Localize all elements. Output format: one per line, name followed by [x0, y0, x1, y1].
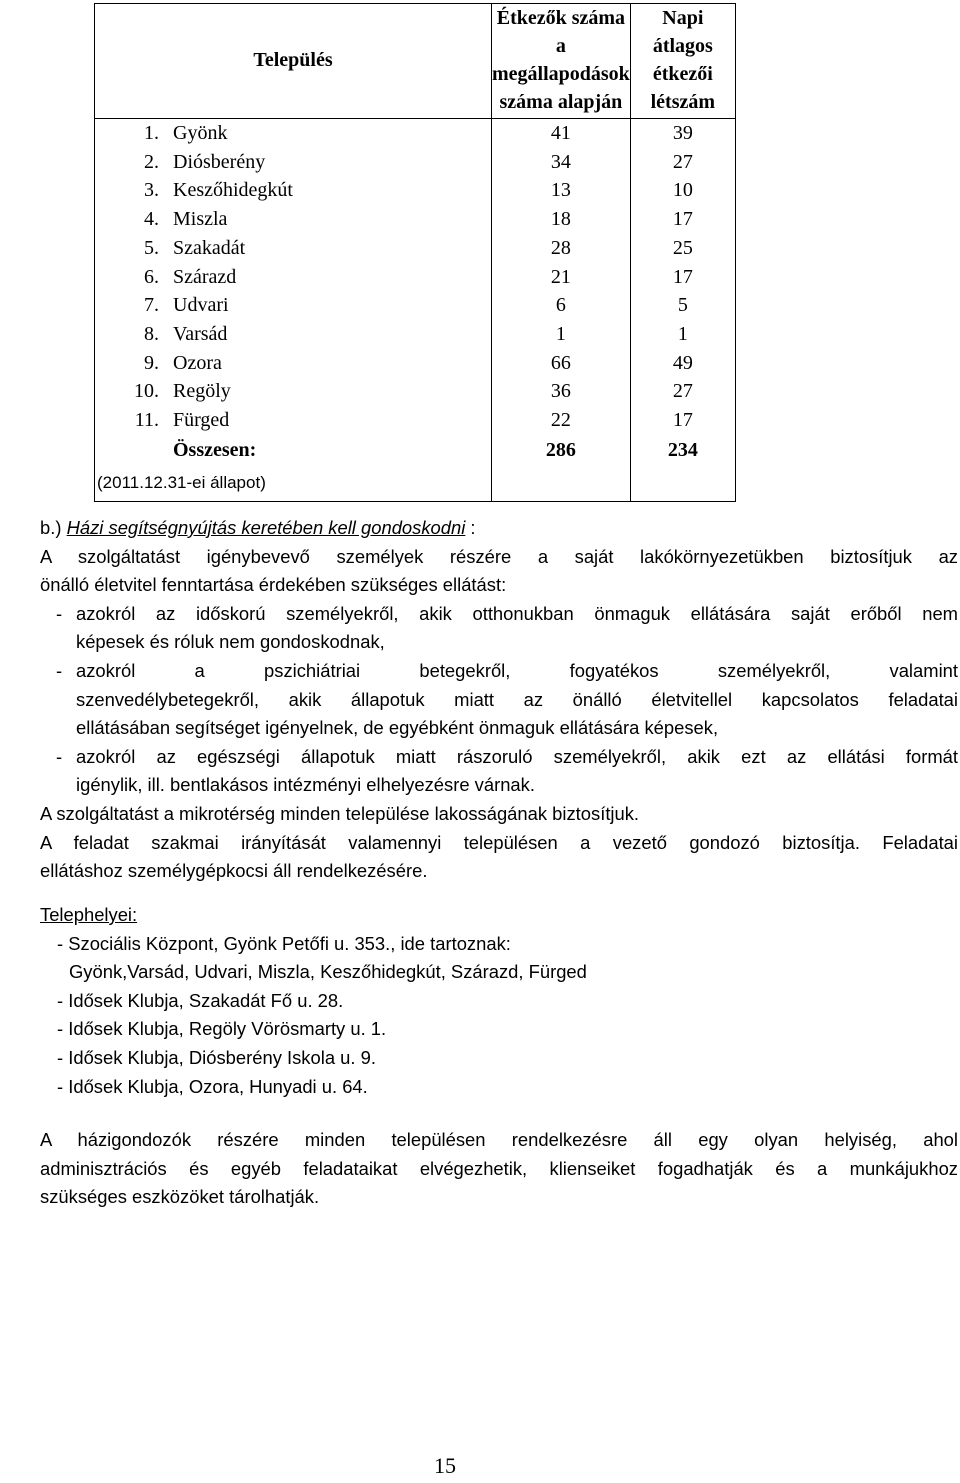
catering-table [94, 3, 736, 502]
contracts-count: 28 [492, 234, 631, 263]
table-row [95, 263, 736, 292]
row-number: 9. [144, 351, 159, 374]
paragraph: ellátáshoz személygépkocsi áll rendelkezésére. [40, 860, 428, 882]
contracts-count: 36 [492, 377, 631, 406]
site-item: - Idősek Klubja, Diósberény Iskola u. 9. [57, 1046, 376, 1068]
daily-average: 49 [630, 349, 735, 378]
row-number: 2. [144, 150, 159, 173]
row-number: 4. [144, 208, 159, 231]
table-row [95, 320, 736, 349]
row-number: 5. [144, 236, 159, 259]
header-settlement: Település [95, 4, 492, 119]
daily-average: 27 [630, 377, 735, 406]
contracts-count: 13 [492, 176, 631, 205]
contracts-count: 18 [492, 205, 631, 234]
section-prefix: b.) [40, 517, 62, 538]
contracts-count: 22 [492, 406, 631, 435]
site-item: - Idősek Klubja, Ozora, Hunyadi u. 64. [57, 1075, 368, 1097]
site-item: - Idősek Klubja, Szakadát Fő u. 28. [57, 989, 344, 1011]
header-contracts: Étkezők száma a megállapodások száma alapján [492, 4, 631, 119]
settlement-name: Fürged [173, 409, 230, 432]
daily-average: 17 [630, 205, 735, 234]
row-number: 3. [144, 179, 159, 202]
table-row [95, 176, 736, 205]
total-contracts: 286 [492, 435, 631, 471]
site-item: - Szociális Központ, Gyönk Petőfi u. 353., ide tartoznak: [57, 932, 511, 954]
daily-average: 10 [630, 176, 735, 205]
row-number: 10. [134, 380, 159, 403]
section-b-heading-line: b.) Házi segítségnyújtás keretében kell gondoskodni : [40, 517, 476, 538]
table-total-row [95, 435, 736, 471]
table-row [95, 291, 736, 320]
table-row [95, 406, 736, 435]
row-number: 7. [144, 294, 159, 317]
contracts-count: 6 [492, 291, 631, 320]
row-number: 11. [134, 409, 159, 432]
section-b-heading: Házi segítségnyújtás keretében kell gondoskodni [66, 517, 466, 538]
daily-average: 1 [630, 320, 735, 349]
settlement-name: Szakadát [173, 236, 246, 259]
table-row [95, 377, 736, 406]
daily-average: 5 [630, 291, 735, 320]
settlement-name: Szárazd [173, 265, 237, 288]
daily-average: 25 [630, 234, 735, 263]
daily-average: 17 [630, 263, 735, 292]
table-row [95, 349, 736, 378]
settlement-name: Gyönk [173, 122, 228, 144]
table-row [95, 234, 736, 263]
contracts-count: 41 [492, 119, 631, 148]
daily-average: 17 [630, 406, 735, 435]
total-label: Összesen: [173, 438, 257, 461]
settlement-name: Udvari [173, 294, 229, 317]
closing-paragraph: A házigondozók részére minden településen rendelkezésre áll egy olyan helyiség, ahol adminisztrációs és egyéb feladataikat elvégezhetik, klienseiket fogadhatják és a munkájukhoz szükséges eszközöket tárolhatják. [40, 1129, 958, 1208]
list-item: - azokról a pszichiátriai betegekről, fogyatékos személyekről, valamint szenvedélybetegekről, akik állapotuk miatt az önálló életvitellel kapcsolatos feladatai ellátásában segítséget igényelnek, de egyébként önmaguk ellátására képesek, [56, 659, 958, 739]
header-daily-average: Napi átlagos étkezői létszám [630, 4, 735, 119]
intro-line: önálló életvitel fenntartása érdekében szükséges ellátást: [40, 574, 507, 596]
contracts-count: 21 [492, 263, 631, 292]
row-number: 6. [144, 265, 159, 288]
contracts-count: 66 [492, 349, 631, 378]
total-daily: 234 [630, 435, 735, 471]
table-row [95, 205, 736, 234]
section-b [40, 514, 958, 886]
list-item: - azokról az időskorú személyekről, akik otthonukban önmaguk ellátására saját erőből nem képesek és róluk nem gondoskodnak, [56, 602, 958, 653]
contracts-count: 34 [492, 148, 631, 177]
row-number: 1. [144, 122, 159, 144]
settlement-name: Miszla [173, 208, 228, 231]
settlement-name: Diósberény [173, 150, 266, 173]
site-item: Gyönk,Varsád, Udvari, Miszla, Keszőhidegkút, Szárazd, Fürged [69, 961, 587, 983]
table-row [95, 148, 736, 177]
state-date-note: (2011.12.31-ei állapot) [97, 472, 266, 492]
contracts-count: 1 [492, 320, 631, 349]
row-number: 8. [144, 322, 159, 345]
daily-average: 27 [630, 148, 735, 177]
list-item: - azokról az egészségi állapotuk miatt rászoruló személyekről, akik ezt az ellátási formát igénylik, ill. bentlakásos intézményi elhelyezésre várnak. [56, 745, 958, 796]
page-number: 15 [434, 1453, 456, 1478]
settlement-name: Keszőhidegkút [173, 179, 293, 202]
table-row [95, 119, 736, 148]
daily-average: 39 [630, 119, 735, 148]
site-item: - Idősek Klubja, Regöly Vörösmarty u. 1. [57, 1018, 387, 1040]
sites-section [40, 901, 958, 1101]
sites-heading: Telephelyei: [40, 904, 138, 925]
settlement-name: Ozora [173, 351, 222, 374]
paragraph: A feladat szakmai irányítását valamennyi településen a vezető gondozó biztosítja. Feladatai [40, 831, 958, 853]
settlement-name: Regöly [173, 380, 231, 403]
paragraph: A szolgáltatást a mikrotérség minden települése lakosságának biztosítjuk. [40, 802, 640, 824]
table-header-row [95, 4, 736, 119]
settlement-name: Varsád [173, 322, 228, 345]
intro-line: A szolgáltatást igénybevevő személyek részére a saját lakókörnyezetükben biztosítjuk az [40, 545, 958, 567]
table-note-row [95, 471, 736, 502]
